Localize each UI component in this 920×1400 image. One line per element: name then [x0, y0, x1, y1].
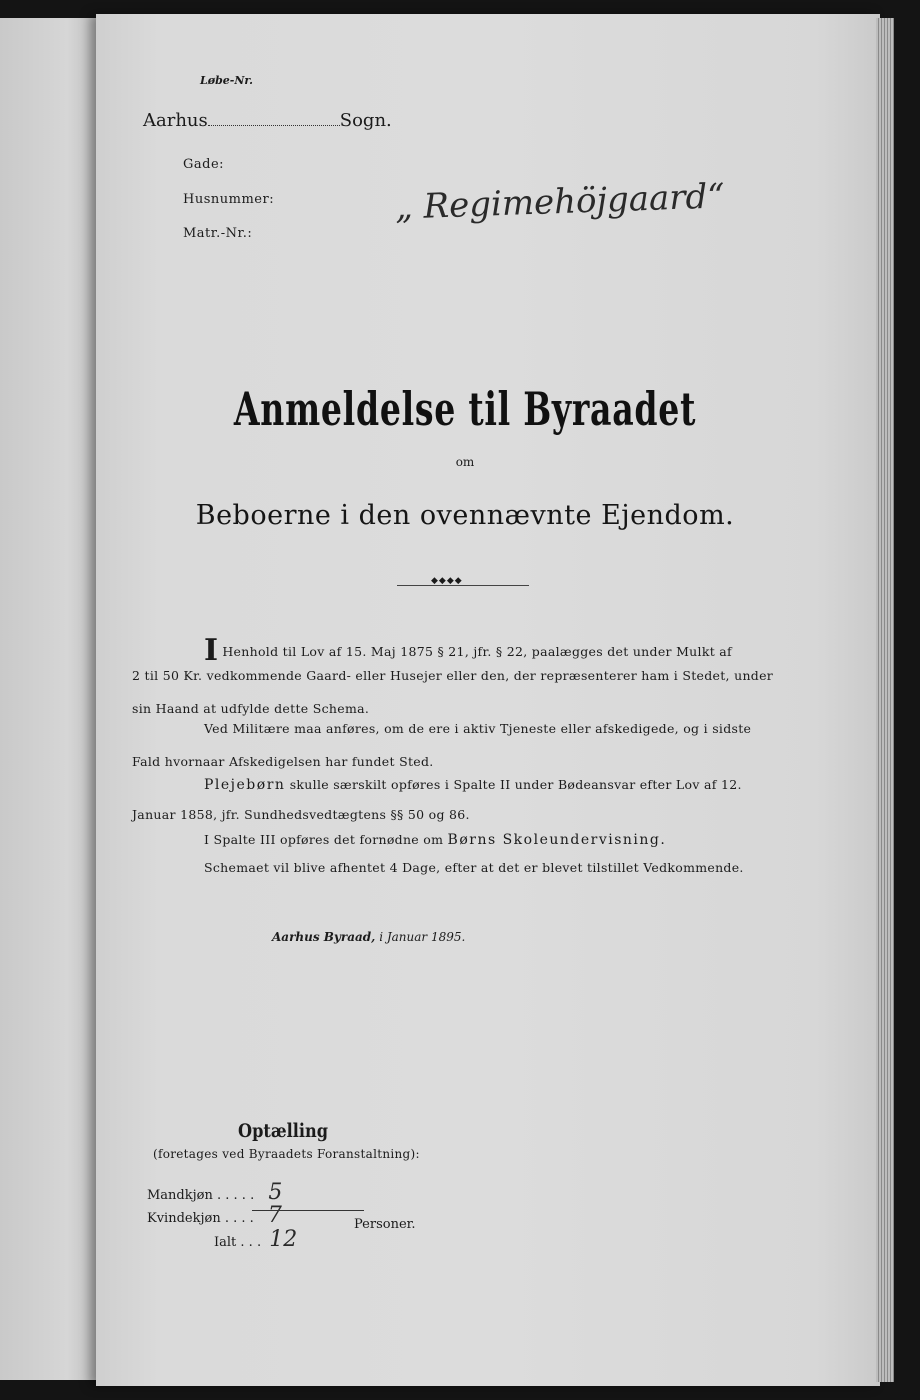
address-line [143, 110, 392, 131]
total-count-row: Ialt . . . 12 [214, 1227, 298, 1252]
matr-label: Matr.-Nr.: [183, 226, 253, 241]
title-om: om [455, 455, 475, 469]
female-label: Kvindekjøn [147, 1211, 221, 1226]
total-value: 12 [269, 1227, 298, 1252]
count-title: Optælling [238, 1120, 329, 1142]
signature-line [272, 930, 465, 944]
paragraph-2-line-1: Ved Militære maa anføres, om de ere i aktiv Tjeneste eller afskedigede, og i sidste [204, 721, 752, 736]
signature-org: Aarhus Byraad, [272, 930, 376, 944]
paragraph-3-line-2: Januar 1858, jfr. Sundhedsvedtægtens §§ 50 og 86. [132, 807, 470, 822]
loebe-nr-label: Løbe-Nr. [200, 74, 253, 87]
paragraph-2-line-2: Fald hvornaar Afskedigelsen har fundet Sted. [132, 754, 434, 769]
male-count-row: Mandkjøn . . . . . 5 [147, 1180, 283, 1205]
paragraph-1-line-1: I Henhold til Lov af 15. Maj 1875 § 21, jfr. § 22, paalægges det under Mulkt af [204, 633, 732, 668]
count-subtitle: (foretages ved Byraadets Foranstaltning): [153, 1147, 420, 1161]
city-label: Aarhus [143, 110, 208, 131]
sogn-blank [208, 125, 340, 126]
drop-cap: I [204, 633, 219, 668]
page-subtitle: Beboerne i den ovennævnte Ejendom. [195, 500, 735, 531]
gade-label: Gade: [183, 157, 225, 172]
female-count-row: Kvindekjøn . . . . 7 [147, 1203, 282, 1228]
paragraph-4: I Spalte III opføres det fornødne om Børns Skoleundervisning. [204, 832, 667, 848]
sogn-label: Sogn. [339, 110, 392, 131]
handwritten-property-name: „ Regimehöjgaard“ [394, 176, 726, 228]
plejeboern-emphasis: Plejebørn [204, 777, 286, 793]
male-label: Mandkjøn [147, 1188, 213, 1203]
page-stack-edges [876, 18, 894, 1382]
sum-rule [252, 1210, 364, 1211]
persons-label: Personer. [354, 1217, 416, 1232]
paragraph-1-line-2: 2 til 50 Kr. vedkommende Gaard- eller Husejer eller den, der repræsenterer ham i Stedet, under [132, 668, 774, 683]
paragraph-5: Schemaet vil blive afhentet 4 Dage, efter at det er blevet tilstillet Vedkommende. [204, 860, 744, 875]
male-value: 5 [268, 1180, 283, 1205]
husnummer-label: Husnummer: [183, 192, 275, 207]
paragraph-3-line-1: Plejebørn skulle særskilt opføres i Spalte II under Bødeansvar efter Lov af 12. [204, 777, 742, 793]
total-label: Ialt [214, 1235, 237, 1250]
female-value: 7 [267, 1203, 282, 1228]
divider-ornament: ◆◆◆◆ [397, 576, 529, 592]
paragraph-1-line-3: sin Haand at udfylde dette Schema. [132, 701, 370, 716]
skoleundervisning-emphasis: Børns Skoleundervisning. [447, 832, 667, 848]
signature-date: i Januar 1895. [379, 930, 466, 944]
page-title: Anmeldelse til Byraadet [233, 382, 697, 436]
